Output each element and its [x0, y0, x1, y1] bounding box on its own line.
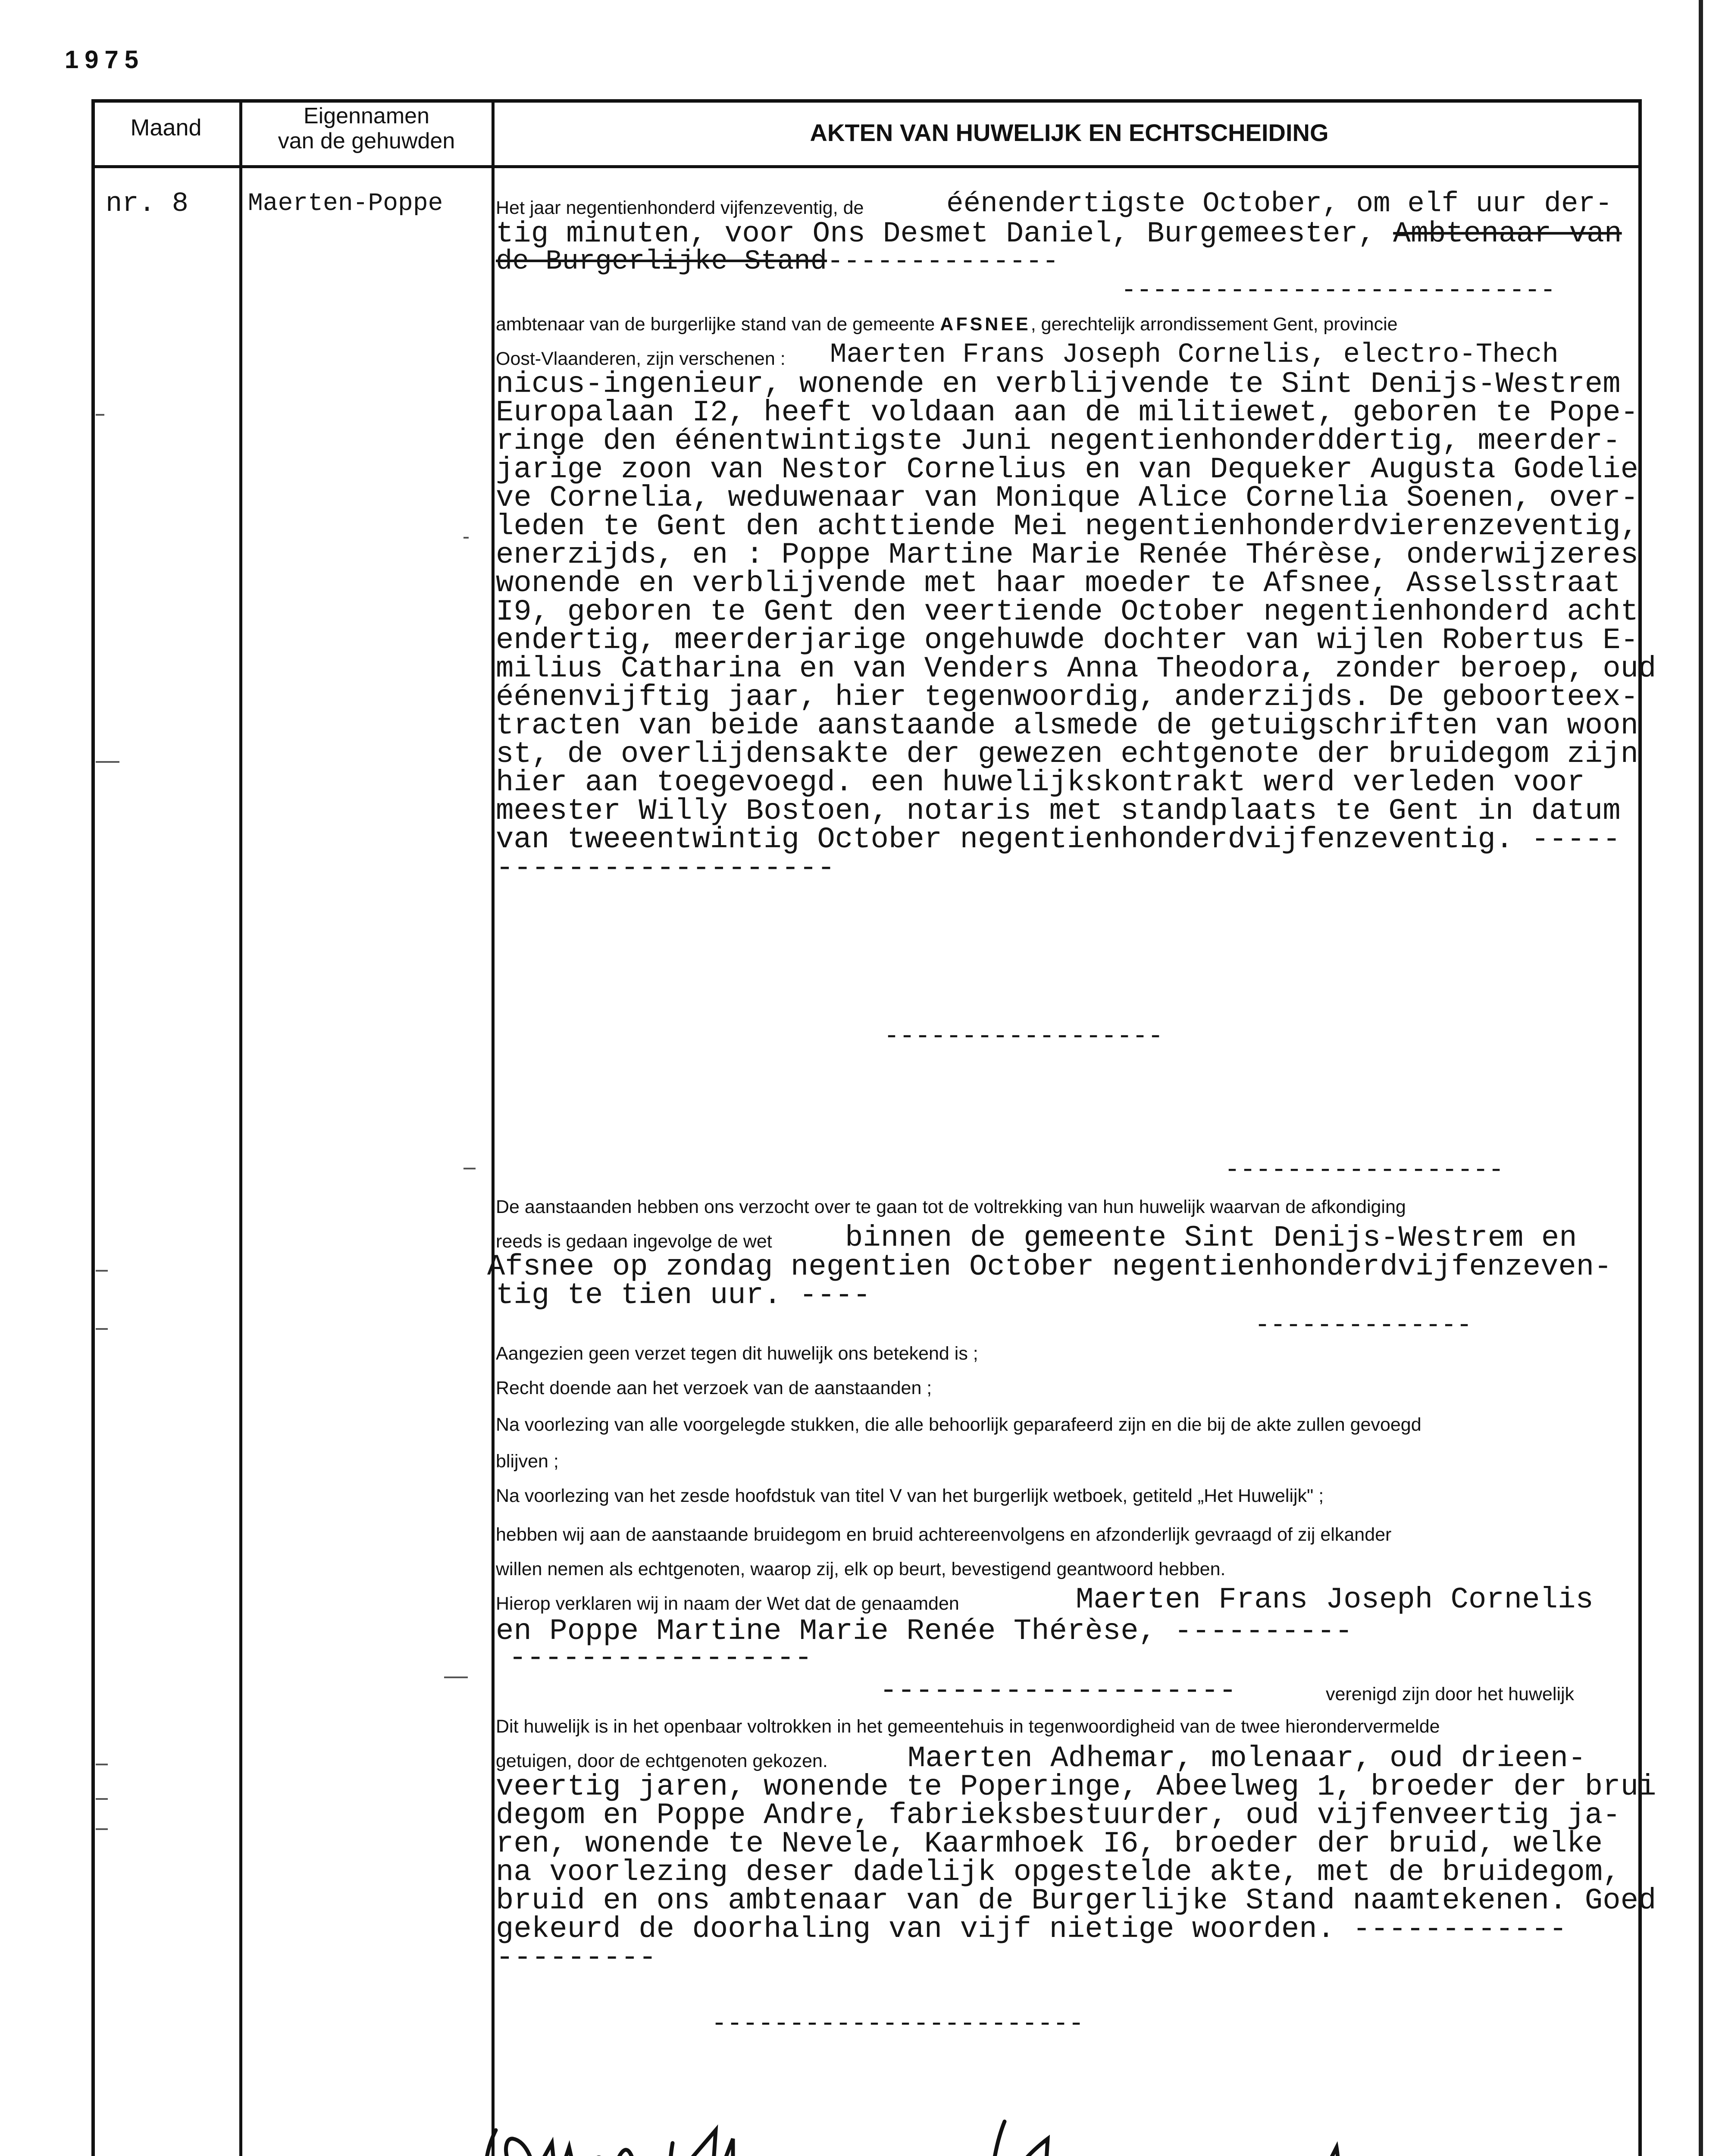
- form-officer-b: , gerechtelijk arrondissement Gent, provincie: [1030, 314, 1398, 335]
- typed-p1-3: ringe den éénentwintigste Juni negentienhonderddertig, meerder-: [496, 424, 1621, 458]
- typed-p1-12: éénenvijftig jaar, hier tegenwoordig, anderzijds. De geboorteex-: [496, 680, 1639, 714]
- margin-mark: [463, 1168, 476, 1169]
- typed-p1-4: jarige zoon van Nestor Cornelius en van Dequeker Augusta Godelie: [496, 453, 1639, 486]
- typed-united-dashes: --------------------: [880, 1674, 1237, 1708]
- margin-mark: [463, 537, 469, 539]
- header-names-text: Eigennamen van de gehuwden: [278, 103, 455, 154]
- typed-line-2: [496, 217, 1622, 251]
- typed-witness-0: Maerten Adhemar, molenaar, oud drieen-: [908, 1742, 1586, 1775]
- margin-mark: [444, 1677, 468, 1678]
- typed-p1-13: tracten van beide aanstaande alsmede de getuigschriften van woon: [496, 709, 1639, 743]
- typed-witness-4: na voorlezing deser dadelijk opgestelde akte, met de bruidegom,: [496, 1855, 1621, 1889]
- typed-witness-1: veertig jaren, wonende te Poperinge, Abeelweg 1, broeder der brui: [496, 1770, 1656, 1804]
- form-province: Oost-Vlaanderen, zijn verschenen :: [496, 348, 786, 369]
- column-divider-1: [239, 99, 242, 2156]
- page-edge: [1699, 0, 1703, 2156]
- signature-witness-1: [979, 2113, 1151, 2156]
- form-united: verenigd zijn door het huwelijk: [1326, 1684, 1575, 1705]
- struck-text-1: Ambtenaar van: [1393, 217, 1622, 251]
- typed-p1-10: endertig, meerderjarige ongehuwde dochter van wijlen Robertus E-: [496, 624, 1639, 657]
- typed-p1-6: leden te Gent den achttiende Mei negentienhonderdvierenzeventig,: [496, 510, 1639, 543]
- rule-dashes-2: ------------------: [884, 1022, 1164, 1051]
- form-reading-1: Na voorlezing van alle voorgelegde stukken, die alle behoorlijk geparafeerd zijn en die bij de akte zullen gevoegd: [496, 1414, 1421, 1435]
- typed-witness-5: bruid en ons ambtenaar van de Burgerlijke Stand naamtekenen. Goed: [496, 1884, 1656, 1918]
- typed-declare-3: -----------------: [509, 1641, 812, 1675]
- header-month: Maand: [130, 115, 202, 141]
- typed-line-2-text: tig minuten, voor Ons Desmet Daniel, Burgemeester,: [496, 217, 1393, 251]
- form-chapter: Na voorlezing van het zesde hoofdstuk van titel V van het burgerlijk wetboek, getiteld „Het Huwelijk" ;: [496, 1485, 1324, 1506]
- typed-p1-2: Europalaan I2, heeft voldaan aan de militiewet, geboren te Pope-: [496, 396, 1639, 429]
- margin-mark: [96, 1328, 108, 1330]
- struck-text-2: de Burgerlijke Stand: [496, 246, 827, 277]
- margin-mark: [96, 1828, 108, 1830]
- header-divider: [91, 165, 1642, 168]
- form-reading-2: blijven ;: [496, 1451, 559, 1472]
- typed-p1-8: wonende en verblijvende met haar moeder te Afsnee, Asselsstraat: [496, 567, 1621, 600]
- form-public-1: Dit huwelijk is in het openbaar voltrokken in het gemeentehuis in tegenwoordigheid van de twee hierondervermelde: [496, 1716, 1440, 1737]
- margin-mark: [96, 1270, 108, 1272]
- form-intro: Het jaar negentienhonderd vijfenzeventig, de: [496, 197, 864, 218]
- typed-line-3-dashes: --------------: [827, 246, 1059, 277]
- form-declare: Hierop verklaren wij in naam der Wet dat de genaamden: [496, 1593, 959, 1614]
- typed-request-2: Afsnee op zondag negentien October negentienhonderdvijfenzeven-: [487, 1250, 1612, 1284]
- rule-dashes-4: --------------: [1255, 1311, 1472, 1340]
- typed-p1-15: hier aan toegevoegd. een huwelijkskontrakt werd verleden voor: [496, 766, 1585, 799]
- signature-groom-bride: [466, 2091, 940, 2156]
- typed-date: éénendertigste October, om elf uur der-: [946, 188, 1612, 220]
- form-public-2: getuigen, door de echtgenoten gekozen.: [496, 1751, 828, 1771]
- typed-declare-names: Maerten Frans Joseph Cornelis: [1076, 1583, 1594, 1617]
- typed-witness-6: gekeurd de doorhaling van vijf nietige woorden. ------------: [496, 1912, 1567, 1946]
- typed-request-end: binnen de gemeente Sint Denijs-Westrem en: [845, 1221, 1577, 1255]
- rule-dashes-1: ----------------------------: [1121, 276, 1556, 305]
- margin-mark: [96, 414, 104, 416]
- form-request-1: De aanstaanden hebben ons verzocht over te gaan tot de voltrekking van hun huwelijk waarvan de afkondiging: [496, 1197, 1406, 1217]
- typed-p1-5: ve Cornelia, weduwenaar van Monique Alice Cornelia Soenen, over-: [496, 481, 1639, 515]
- typed-request-3: tig te tien uur. ----: [496, 1279, 871, 1312]
- signature-witness-2: [1285, 2139, 1483, 2156]
- typed-witness-3: ren, wonende te Nevele, Kaarmhoek I6, broeder der bruid, welke: [496, 1827, 1603, 1861]
- form-asked-2: willen nemen als echtgenoten, waarop zij, elk op beurt, bevestigend geantwoord hebben.: [496, 1559, 1226, 1579]
- form-officer: [496, 314, 1398, 335]
- typed-p1-0: Maerten Frans Joseph Cornelis, electro-Thech: [830, 339, 1559, 370]
- form-justice: Recht doende aan het verzoek van de aanstaanden ;: [496, 1378, 932, 1398]
- typed-p1-9: I9, geboren te Gent den veertiende October negentienhonderd acht: [496, 595, 1639, 629]
- rule-dashes-5: ------------------------: [711, 2009, 1084, 2039]
- header-names: [246, 103, 487, 154]
- municipality-name: AFSNEE: [940, 314, 1031, 335]
- typed-p1-17: van tweeentwintig October negentienhonderdvijfenzeventig. -----: [496, 823, 1621, 856]
- column-divider-2: [492, 99, 495, 2156]
- form-officer-a: ambtenaar van de burgerlijke stand van de gemeente: [496, 314, 940, 335]
- typed-p1-16: meester Willy Bostoen, notaris met standplaats te Gent in datum: [496, 794, 1621, 828]
- form-no-objection: Aangezien geen verzet tegen dit huwelijk ons betekend is ;: [496, 1343, 978, 1364]
- entry-names: Maerten-Poppe: [248, 190, 443, 218]
- margin-mark: [96, 761, 119, 763]
- header-acts: AKTEN VAN HUWELIJK EN ECHTSCHEIDING: [810, 119, 1329, 146]
- rule-dashes-3: ------------------: [1224, 1156, 1504, 1185]
- typed-p1-18: -------------------: [496, 851, 835, 885]
- typed-p1-14: st, de overlijdensakte der gewezen echtgenote der bruidegom zijn: [496, 737, 1639, 771]
- typed-line-3: [496, 248, 1059, 276]
- typed-p1-1: nicus-ingenieur, wonende en verblijvende te Sint Denijs-Westrem: [496, 367, 1621, 401]
- entry-number: nr. 8: [106, 188, 189, 219]
- register-year: 1975: [65, 46, 145, 74]
- typed-p1-7: enerzijds, en : Poppe Martine Marie Renée Thérèse, onderwijzeres: [496, 538, 1639, 572]
- margin-mark: [96, 1764, 108, 1765]
- form-request-2: reeds is gedaan ingevolge de wet: [496, 1231, 772, 1252]
- form-asked-1: hebben wij aan de aanstaande bruidegom en bruid achtereenvolgens en afzonderlijk gevraagd of zij elkander: [496, 1524, 1392, 1545]
- typed-p1-11: milius Catharina en van Venders Anna Theodora, zonder beroep, oud: [496, 652, 1656, 686]
- margin-mark: [96, 1798, 108, 1800]
- typed-declare-2: en Poppe Martine Marie Renée Thérèse, ----------: [496, 1614, 1353, 1648]
- typed-witness-2: degom en Poppe Andre, fabrieksbestuurder, oud vijfenveertig ja-: [496, 1799, 1621, 1832]
- typed-witness-7: ---------: [496, 1941, 657, 1974]
